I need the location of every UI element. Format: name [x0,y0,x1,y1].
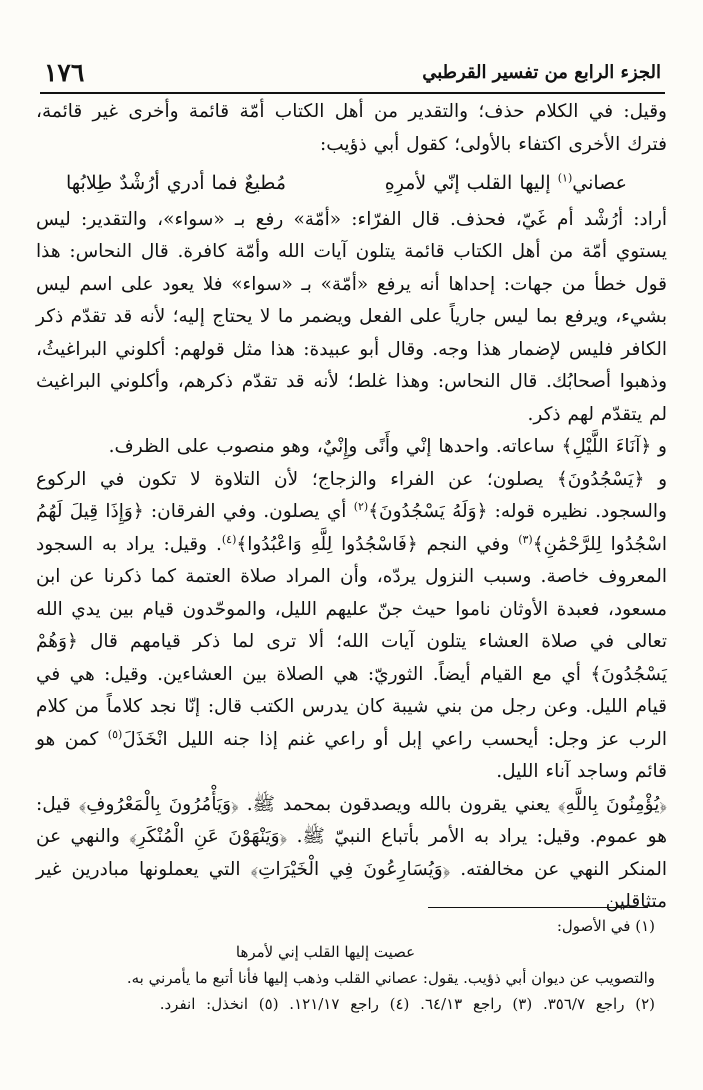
footnote-ref[interactable]: (٣) [518,532,533,546]
poetry-verse [36,161,667,204]
paragraph: أراد: أرُشْد أم غَيّ، فحذف. قال الفرّاء: «أمّة» رفع بـ «سواء»، والتقدير: ليس يستوي أمّة من أهل الكتاب قائمة يتلون آيات الله وأمّة كافرة. قال النحاس: هذا قول خطأ من جهات: إحداها أنه يرفع «أمّة» بـ «سواء» فلا يعود على اسم ليس بشيء، ويرفع بما ليس جارياً على الفعل ويضمر ما لا يحتاج إليه؛ لأنه قد تقدّم ذكر الكافر فليس لإضمار هذا وجه. وقال أبو عبيدة: هذا مثل قولهم: أكلوني البراغيثُ، وذهبوا أصحابُك. قال النحاس: وهذا غلط؛ لأنه قد تقدّم ذكرهم، وأكلوني البراغيث لم يتقدّم لهم ذكر. [36,208,667,425]
verse-second-hemistich: مُطيعٌ فما أدري أرُشْدٌ طِلابُها [66,172,287,194]
paragraph: و ﴿آنَاءَ اللَّيْلِ﴾ ساعاته. واحدها إنْي وأَنًى وإِنْيٌ، وهو منصوب على الظرف. [108,436,667,457]
main-text [36,96,667,919]
footnote-ref[interactable]: (٤) [221,532,237,546]
footnote-1-label: (١) في الأصول: [556,917,655,935]
footnote-ref[interactable]: (١) [557,171,573,185]
page-number: ١٧٦ [44,58,85,87]
paragraph: وقيل: في الكلام حذف؛ والتقدير من أهل الكتاب أمّة قائمة وأخرى غير قائمة، فترك الأخرى اكتفاء بالأولى؛ كقول أبي ذؤيب: [36,101,667,155]
footnote-1-verse: عصيت إليها القلب إني لأمرها [235,943,416,961]
footnote-ref[interactable]: (٢) [353,499,369,513]
footnotes [36,913,655,1017]
paragraph: و ﴿يَسْجُدُونَ﴾ يصلون؛ عن الفراء والزجاج؛ لأن التلاوة لا تكون في الركوع والسجود. نظيره قوله: ﴿وَلَهُ يَسْجُدُونَ﴾$^{(٢)}$ أي يصلون. وفي الفرقان: ﴿وَإِذَا قِيلَ لَهُمُ اسْجُدُوا لِلرَّحْمَٰنِ﴾$^{(٣)}$ وفي النجم ﴿فَاسْجُدُوا لِلَّهِ وَاعْبُدُوا﴾$^{(٤)}$. وقيل: يراد به السجود المعروف خاصة. وسبب النزول يردّه، وأن المراد صلاة العتمة كما ذكرنا عن ابن مسعود، فعبدة الأوثان ناموا حيث جنّ عليهم الليل، والموحّدون قيام بين يدي الله تعالى في صلاة العشاء يتلون آيات الله؛ ألا ترى لما ذكر قيامهم قال ﴿وَهُمْ يَسْجُدُونَ﴾ أي مع القيام أيضاً. الثوريّ: هي الصلاة بين العشاءين. وقيل: هي في قيام الليل. وعن رجل من بني شيبة كان يدرس الكتب قال: إنّا نجد كلاماً من كلام الرب عز وجل: أيحسب راعي إبل أو راعي غنم إذا جنه الليل انْخَذَلَ$^{(٥)}$ كمن هو قائم وساجد آناء الليل. [36,468,667,782]
footnote-ref[interactable]: (٥) [107,727,123,741]
footnote-1-correction: والتصويب عن ديوان أبي ذؤيب. يقول: عصاني القلب وذهب إليها فأنا أتبع ما يأمرني به. [126,969,655,987]
page-header [40,58,665,94]
footnote-divider [428,907,648,908]
paragraph: ﴿يُؤْمِنُونَ بِاللَّهِ﴾ يعني يقرون بالله ويصدقون بمحمد ﷺ. ﴿وَيَأْمُرُونَ بِالْمَعْرُوفِ﴾ قيل: هو عموم. وقيل: يراد به الأمر بأتباع النبيّ ﷺ. ﴿وَيَنْهَوْنَ عَنِ الْمُنْكَرِ﴾ والنهي عن المنكر النهي عن مخالفته. ﴿وَيُسَارِعُونَ فِي الْخَيْرَاتِ﴾ التي يعملونها مبادرين غير متثاقلين [36,793,667,912]
running-title: الجزء الرابع من تفسير القرطبي [422,62,661,83]
verse-first-hemistich: عصاني$^{(١)}$ إليها القلب إنّي لأمرِهِ [384,171,627,194]
footnote-references: (٢) راجع ٣٥٦/٧. (٣) راجع ٦٤/١٣. (٤) راجع ١٢١/١٧. (٥) انخذل: انفرد. [159,995,655,1013]
